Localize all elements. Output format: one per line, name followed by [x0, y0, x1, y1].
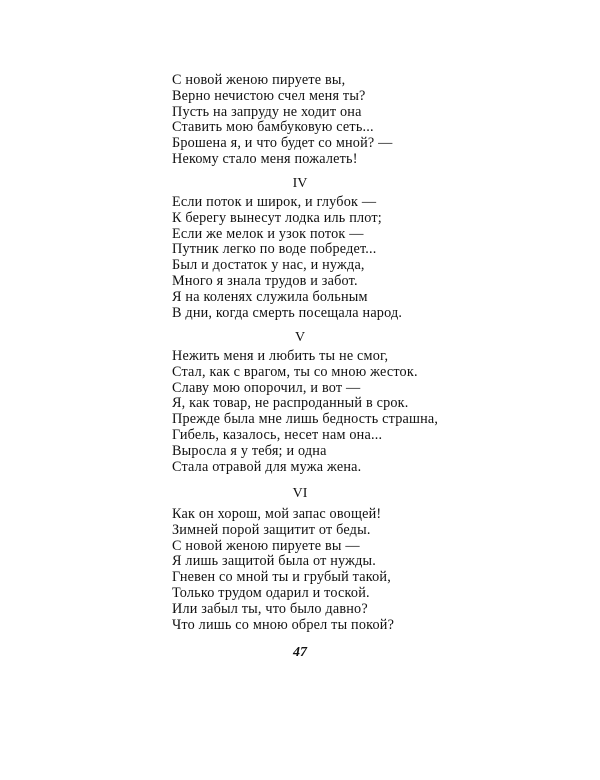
- verse-line: Или забыл ты, что было давно?: [172, 600, 368, 617]
- verse-line: Пусть на запруду не ходит она: [172, 103, 362, 120]
- verse-line: С новой женою пируете вы —: [172, 537, 360, 554]
- verse-line: Как он хорош, мой запас овощей!: [172, 506, 382, 522]
- stanza-iv: [172, 195, 472, 321]
- section-numeral-iv: IV: [292, 176, 308, 191]
- verse-line: Я лишь защитой была от нужды.: [172, 553, 377, 570]
- verse-line: Стал, как с врагом, ты со мною жесток.: [172, 363, 418, 380]
- verse-line: В дни, когда смерть посещала народ.: [172, 304, 403, 321]
- stanza-v: [172, 349, 472, 475]
- verse-line: Стала отравой для мужа жена.: [172, 458, 362, 475]
- verse-line: Прежде была мне лишь бедность страшна,: [172, 411, 439, 428]
- verse-line: Только трудом одарил и тоской.: [172, 584, 370, 601]
- verse-line: Выросла я у тебя; и одна: [172, 442, 327, 459]
- verse-line: Нежить меня и любить ты не смог,: [172, 348, 389, 364]
- verse-line: Гневен со мной ты и грубый такой,: [172, 569, 391, 586]
- verse-line: Зимней порой защитит от беды.: [172, 521, 371, 538]
- verse-line: Если же мелок и узок поток —: [172, 225, 364, 242]
- verse-line: Путник легко по воде побредет...: [172, 241, 377, 258]
- verse-line: Некому стало меня пожалеть!: [172, 150, 358, 167]
- stanza-1: [172, 73, 472, 168]
- verse-line: Что лишь со мною обрел ты покой?: [172, 616, 395, 633]
- verse-line: Ставить мою бамбуковую сеть...: [172, 119, 374, 136]
- section-numeral-v: V: [294, 330, 306, 345]
- stanza-vi: [172, 507, 472, 633]
- page-number: 47: [293, 645, 307, 660]
- verse-line: С новой женою пируете вы,: [172, 72, 346, 88]
- verse-line: К берегу вынесут лодка иль плот;: [172, 209, 382, 226]
- verse-line: Я, как товар, не распроданный в срок.: [172, 395, 409, 412]
- verse-line: Славу мою опорочил, и вот —: [172, 379, 361, 396]
- verse-line: Если поток и широк, и глубок —: [172, 194, 377, 210]
- verse-line: Верно нечистою счел меня ты?: [172, 87, 366, 104]
- verse-line: Много я знала трудов и забот.: [172, 272, 358, 289]
- section-numeral-vi: VI: [292, 486, 308, 501]
- verse-line: Я на коленях служила больным: [172, 288, 368, 305]
- verse-line: Брошена я, и что будет со мной? —: [172, 135, 393, 152]
- verse-line: Был и достаток у нас, и нужда,: [172, 257, 365, 274]
- verse-line: Гибель, казалось, несет нам она...: [172, 426, 383, 443]
